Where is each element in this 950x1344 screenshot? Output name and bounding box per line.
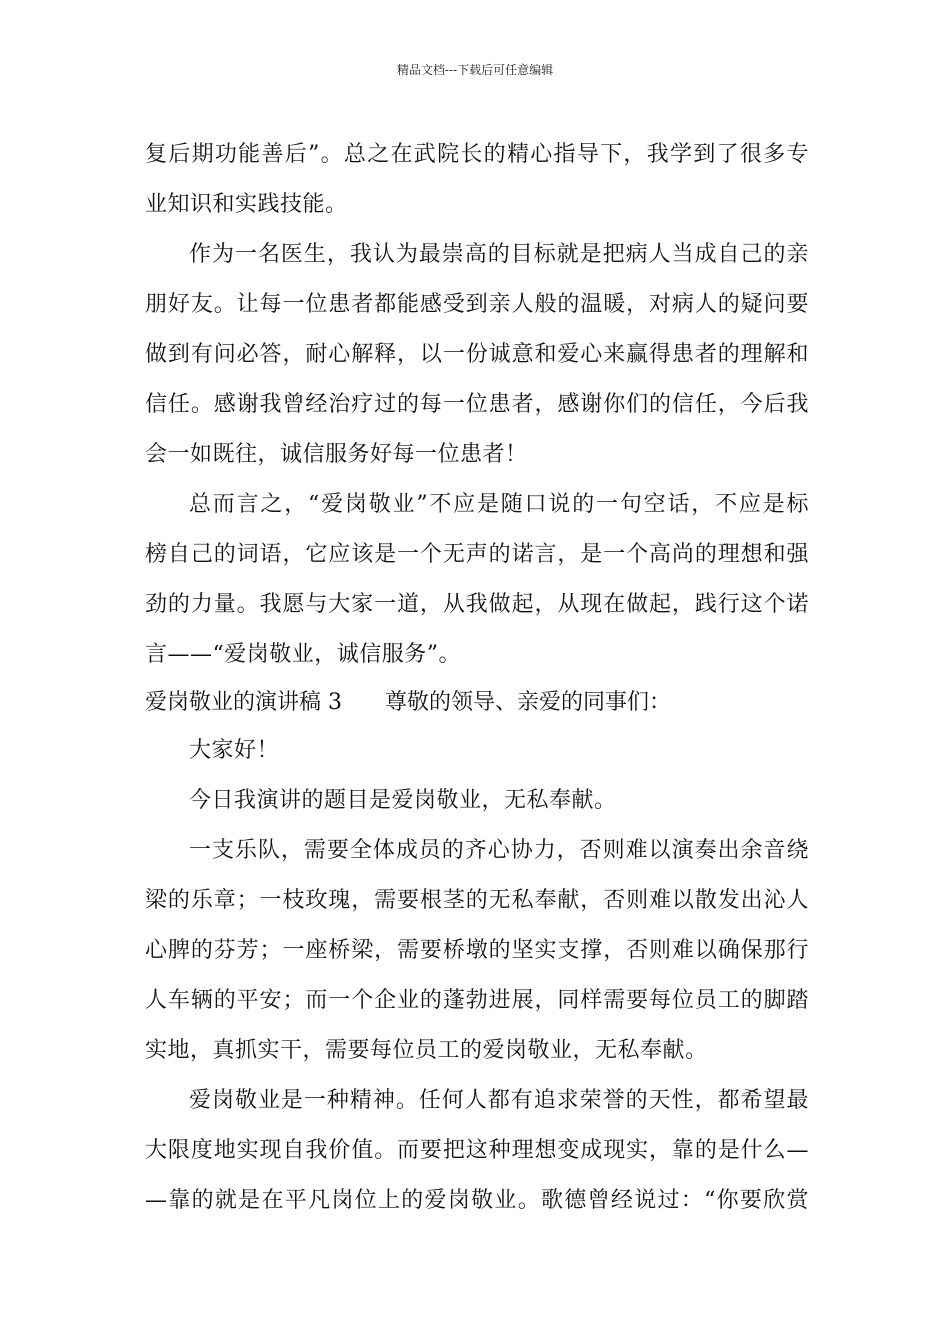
paragraph-1 [145, 130, 809, 230]
paragraph-5 [145, 1076, 809, 1226]
text-line: 大限度地实现自我价值。而要把这种理想变成现实，靠的是什么— [145, 1138, 809, 1163]
text-line: 人车辆的平安；而一个企业的蓬勃进展，同样需要每位员工的脚踏 [145, 988, 809, 1013]
paragraph-3 [145, 480, 809, 680]
text-line: 业知识和实践技能。 [145, 192, 348, 217]
speech-title: 爱岗敬业的演讲稿 3 [145, 690, 342, 715]
text-line: 实地，真抓实干，需要每位员工的爱岗敬业，无私奉献。 [145, 1038, 708, 1063]
text-line: 劲的力量。我愿与大家一道，从我做起，从现在做起，践行这个诺 [145, 592, 809, 617]
paragraph-2 [145, 230, 809, 480]
speech-greeting: 大家好！ [189, 738, 280, 763]
text-line: 会一如既往，诚信服务好每一位患者！ [145, 442, 528, 467]
text-line: 爱岗敬业是一种精神。任何人都有追求荣誉的天性，都希望最 [189, 1088, 809, 1113]
text-line: 言——“爱岗敬业，诚信服务”。 [145, 642, 461, 667]
speech-salutation: 尊敬的领导、亲爱的同事们： [385, 690, 672, 715]
text-line: 信任。感谢我曾经治疗过的每一位患者，感谢你们的信任，今后我 [145, 392, 809, 417]
text-line: 梁的乐章；一枝玫瑰，需要根茎的无私奉献，否则难以散发出沁人 [145, 888, 809, 913]
text-line: 朋好友。让每一位患者都能感受到亲人般的温暖，对病人的疑问要 [145, 292, 809, 317]
text-line: —靠的就是在平凡岗位上的爱岗敬业。歌德曾经说过：“你要欣赏 [145, 1188, 809, 1213]
text-line: 榜自己的词语，它应该是一个无声的诺言，是一个高尚的理想和强 [145, 542, 809, 567]
text-line: 总而言之，“爱岗敬业”不应是随口说的一句空话，不应是标 [189, 492, 809, 517]
text-line: 心脾的芬芳；一座桥梁，需要桥墩的坚实支撑，否则难以确保那行 [145, 938, 809, 963]
speech-heading [145, 680, 809, 726]
text-line: 复后期功能善后”。总之在武院长的精心指导下，我学到了很多专 [145, 142, 809, 167]
speech-topic: 今日我演讲的题目是爱岗敬业，无私奉献。 [189, 788, 617, 813]
page-header: 精品文档---下载后可任意编辑 [396, 63, 554, 77]
document-body [145, 130, 809, 1226]
paragraph-4 [145, 826, 809, 1076]
text-line: 作为一名医生，我认为最崇高的目标就是把病人当成自己的亲 [189, 242, 809, 267]
text-line: 一支乐队，需要全体成员的齐心协力，否则难以演奏出余音绕 [189, 838, 809, 863]
text-line: 做到有问必答，耐心解释，以一份诚意和爱心来赢得患者的理解和 [145, 342, 809, 367]
